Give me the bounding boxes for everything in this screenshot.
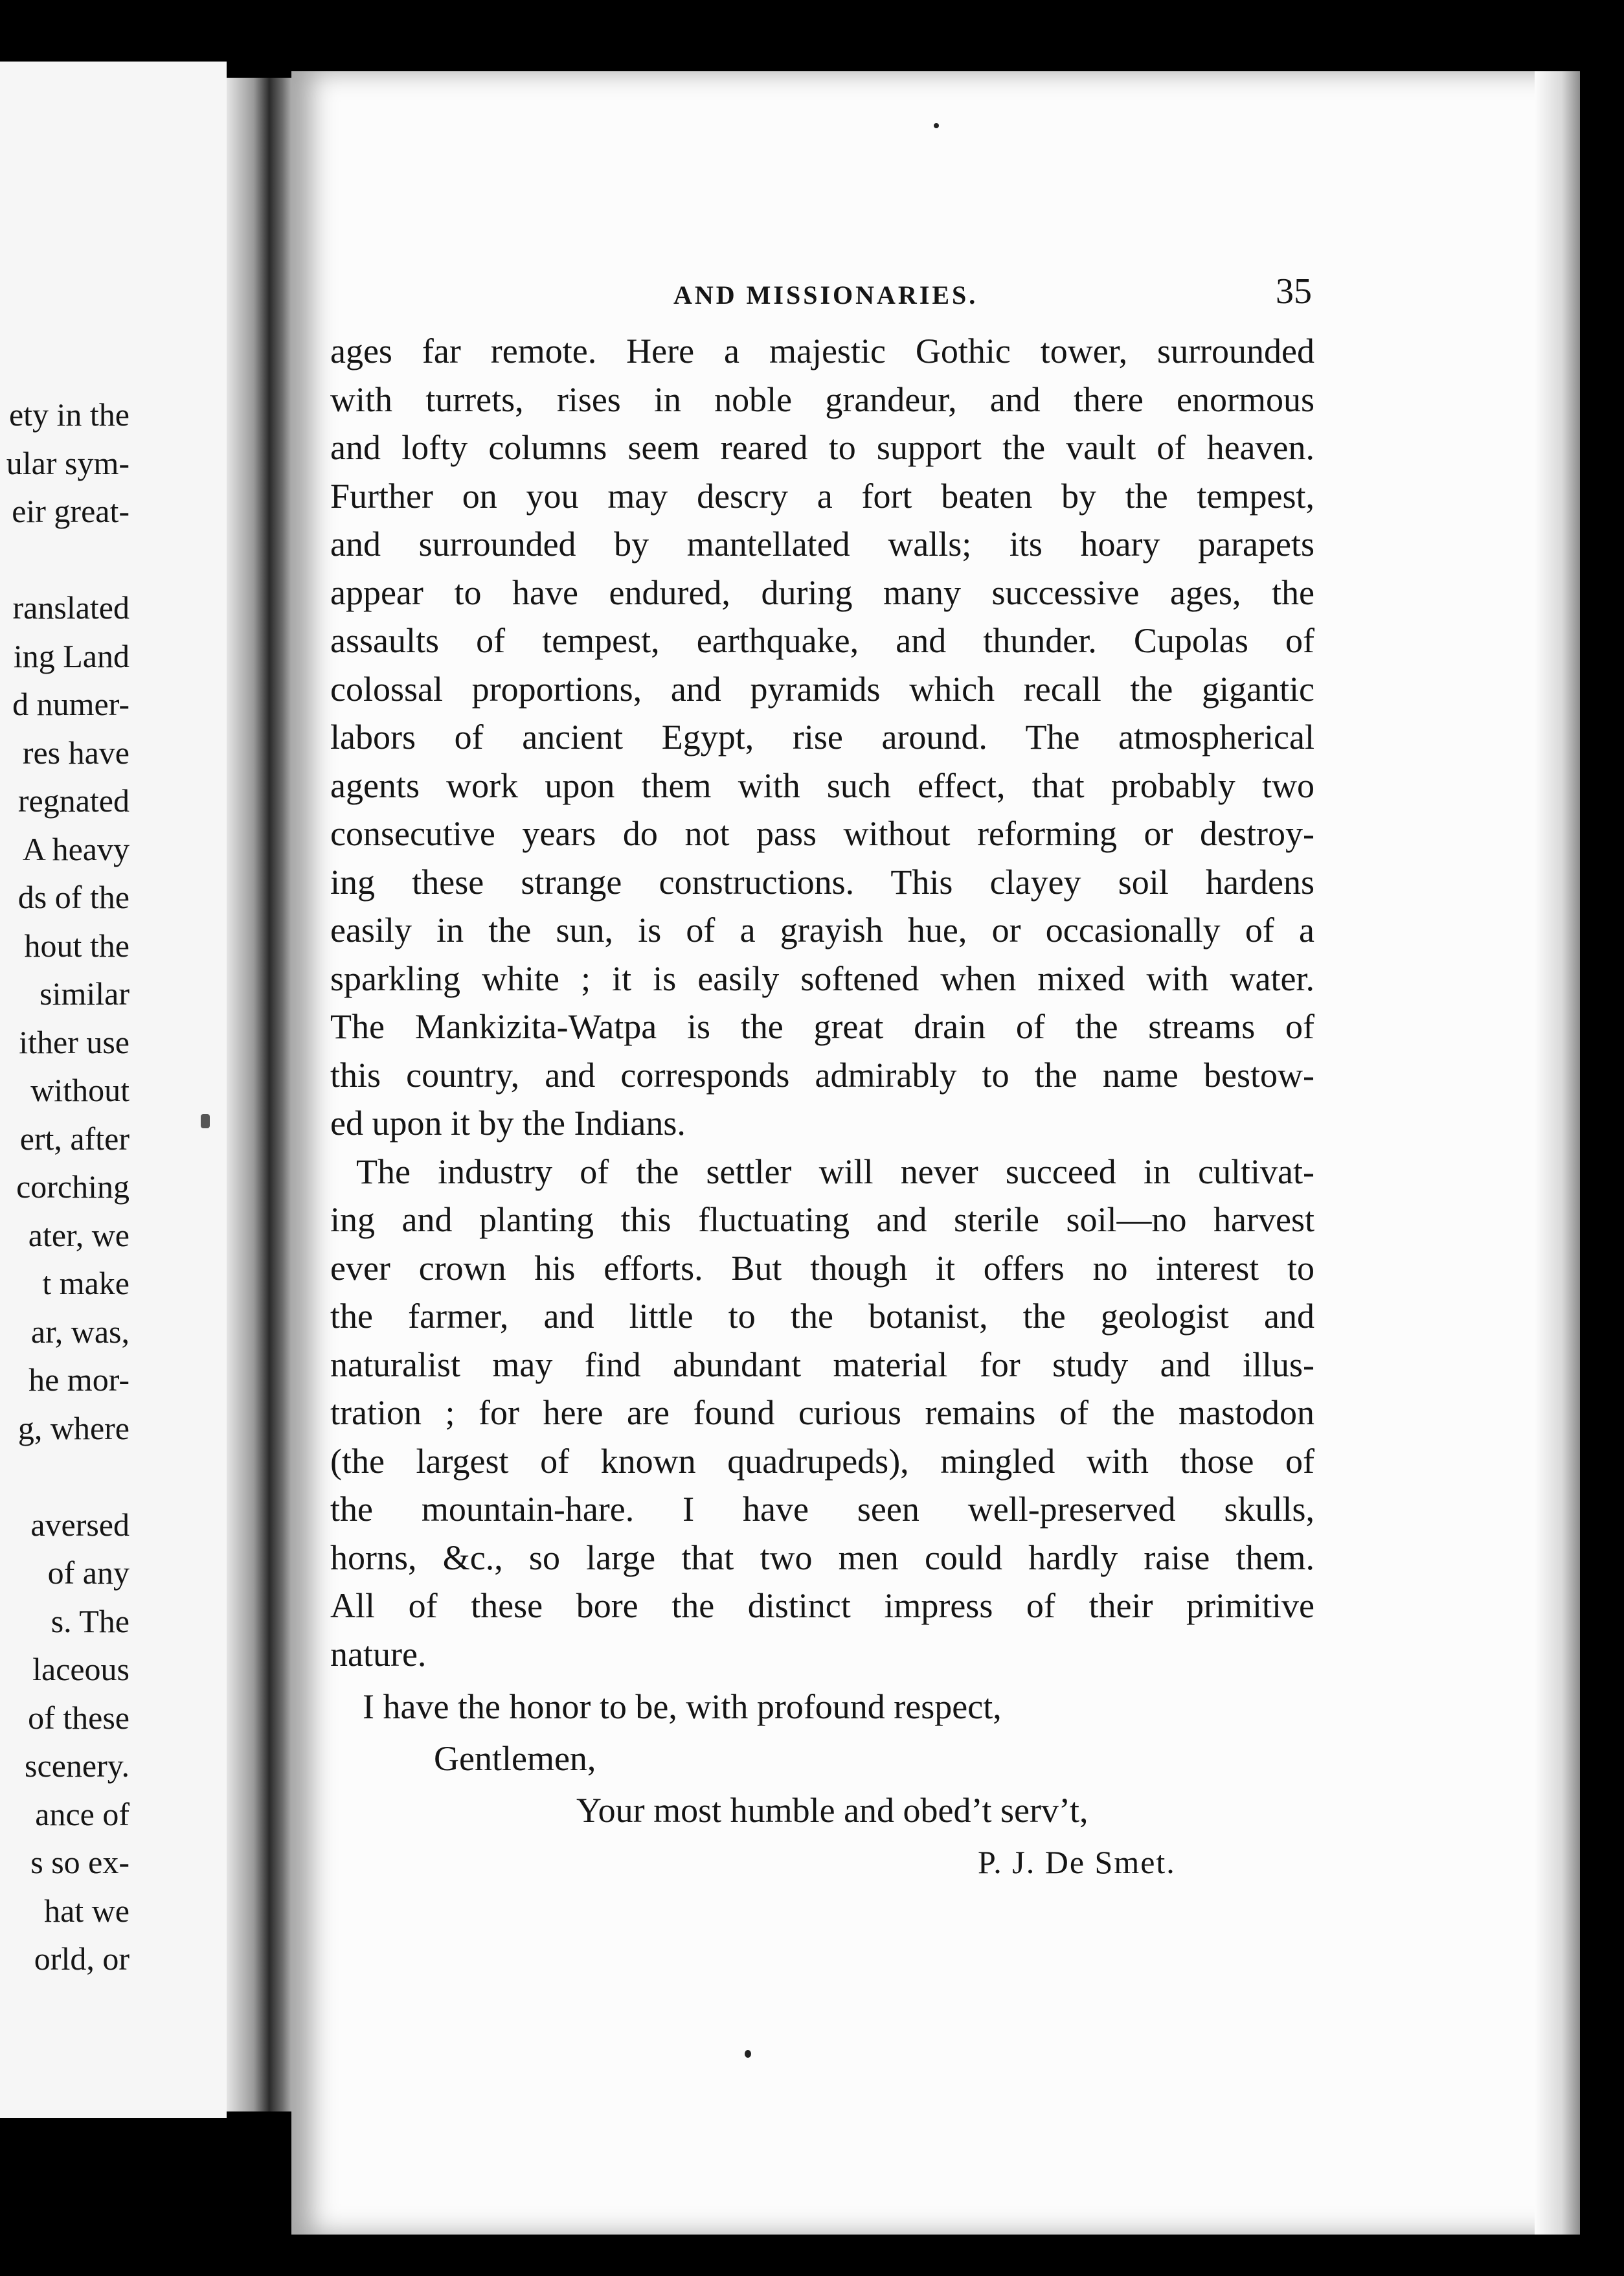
text-line: with turrets, rises in noble grandeur, and there enormous bbox=[330, 380, 1314, 419]
previous-page-line: ance of bbox=[35, 1795, 130, 1832]
ink-speck bbox=[201, 1114, 210, 1128]
previous-page-line: without bbox=[30, 1072, 130, 1108]
signature: P. J. De Smet. bbox=[978, 1844, 1176, 1880]
closing-line: I have the honor to be, with profound respect, bbox=[363, 1687, 1002, 1726]
text-line: easily in the sun, is of a grayish hue, or occasionally of a bbox=[330, 911, 1314, 950]
text-line: horns, &c., so large that two men could hardly raise them. bbox=[330, 1538, 1314, 1577]
text-line: Further on you may descry a fort beaten by the tempest, bbox=[330, 476, 1314, 516]
text-line: the mountain-hare. I have seen well-preserved skulls, bbox=[330, 1490, 1314, 1529]
text-line: appear to have endured, during many successive ages, the bbox=[330, 573, 1314, 612]
previous-page-line: A heavy bbox=[22, 830, 130, 867]
text-line: and surrounded by mantellated walls; its hoary parapets bbox=[330, 525, 1314, 563]
previous-page-line: ular sym- bbox=[6, 444, 130, 481]
text-line: assaults of tempest, earthquake, and thunder. Cupolas of bbox=[330, 621, 1314, 660]
previous-page-line: res have bbox=[22, 734, 130, 771]
text-line: ing these strange constructions. This clayey soil hardens bbox=[330, 862, 1314, 902]
previous-page-line: ar, was, bbox=[30, 1313, 130, 1350]
book-gutter bbox=[227, 78, 298, 2111]
previous-page-line: ither use bbox=[19, 1023, 130, 1060]
previous-page-line: regnated bbox=[17, 782, 130, 819]
salutation: Gentlemen, bbox=[434, 1739, 596, 1778]
previous-page-line: ater, we bbox=[28, 1216, 130, 1253]
text-line: The Mankizita-Watpa is the great drain of the streams of bbox=[330, 1007, 1314, 1046]
previous-page-line: ety in the bbox=[8, 396, 130, 433]
previous-page-line: of any bbox=[47, 1554, 130, 1591]
closing-line: Your most humble and obed’t serv’t, bbox=[576, 1791, 1088, 1830]
previous-page-line: of these bbox=[28, 1699, 130, 1736]
previous-page-line: eir great- bbox=[12, 493, 130, 529]
text-line: tration ; for here are found curious remains of the mastodon bbox=[330, 1393, 1314, 1432]
current-page bbox=[291, 71, 1580, 2235]
previous-page-line: corching bbox=[16, 1168, 130, 1205]
previous-page-line: ds of the bbox=[17, 879, 130, 915]
ink-speck bbox=[745, 2050, 751, 2058]
text-line: labors of ancient Egypt, rise around. The atmospherical bbox=[330, 718, 1314, 757]
text-line: agents work upon them with such effect, that probably two bbox=[330, 766, 1314, 805]
text-line: nature. bbox=[330, 1634, 427, 1674]
previous-page-line: similar bbox=[39, 975, 130, 1012]
text-line: The industry of the settler will never succeed in cultivat- bbox=[356, 1152, 1314, 1191]
previous-page-line: hout the bbox=[24, 927, 130, 964]
text-line: ed upon it by the Indians. bbox=[330, 1104, 686, 1143]
text-line: colossal proportions, and pyramids which recall the gigantic bbox=[330, 669, 1314, 709]
text-line: and lofty columns seem reared to support the vault of heaven. bbox=[330, 428, 1314, 467]
previous-page-line: s so ex- bbox=[30, 1844, 130, 1880]
page-number: 35 bbox=[1276, 271, 1312, 312]
previous-page-line: orld, or bbox=[34, 1940, 130, 1977]
previous-page-line: d numer- bbox=[12, 686, 130, 722]
page-edge bbox=[1535, 71, 1580, 2235]
text-line: consecutive years do not pass without reforming or destroy- bbox=[330, 814, 1314, 853]
page-body bbox=[330, 327, 1314, 1678]
paragraph bbox=[330, 327, 1314, 1148]
text-line: the farmer, and little to the botanist, the geologist and bbox=[330, 1297, 1314, 1336]
text-line: naturalist may find abundant material for study and illus- bbox=[330, 1345, 1314, 1384]
previous-page-line: aversed bbox=[30, 1506, 130, 1543]
text-line: (the largest of known quadrupeds), mingled with those of bbox=[330, 1441, 1314, 1481]
previous-page-line: he mor- bbox=[28, 1361, 130, 1398]
previous-page-line: ing Land bbox=[13, 637, 130, 674]
previous-page-line: t make bbox=[42, 1265, 130, 1301]
previous-page bbox=[0, 62, 227, 2118]
ink-speck bbox=[934, 123, 939, 128]
previous-page-line: scenery. bbox=[25, 1747, 130, 1784]
paragraph bbox=[330, 1148, 1314, 1679]
text-line: ing and planting this fluctuating and sterile soil—no harvest bbox=[330, 1200, 1314, 1239]
text-line: sparkling white ; it is easily softened when mixed with water. bbox=[330, 959, 1314, 998]
previous-page-line: laceous bbox=[32, 1651, 130, 1687]
previous-page-line: ert, after bbox=[19, 1120, 130, 1157]
text-line: ever crown his efforts. But though it offers no interest to bbox=[330, 1248, 1314, 1288]
previous-page-line: s. The bbox=[51, 1602, 130, 1639]
text-line: this country, and corresponds admirably to the name bestow- bbox=[330, 1055, 1314, 1095]
text-line: All of these bore the distinct impress of their primitive bbox=[330, 1586, 1314, 1625]
letter-closing bbox=[330, 1681, 1314, 1888]
previous-page-line: g, where bbox=[17, 1409, 130, 1446]
previous-page-line: ranslated bbox=[12, 589, 130, 626]
running-head: AND MISSIONARIES. bbox=[673, 280, 978, 310]
text-line: ages far remote. Here a majestic Gothic tower, surrounded bbox=[330, 332, 1314, 370]
previous-page-line: hat we bbox=[44, 1892, 130, 1929]
